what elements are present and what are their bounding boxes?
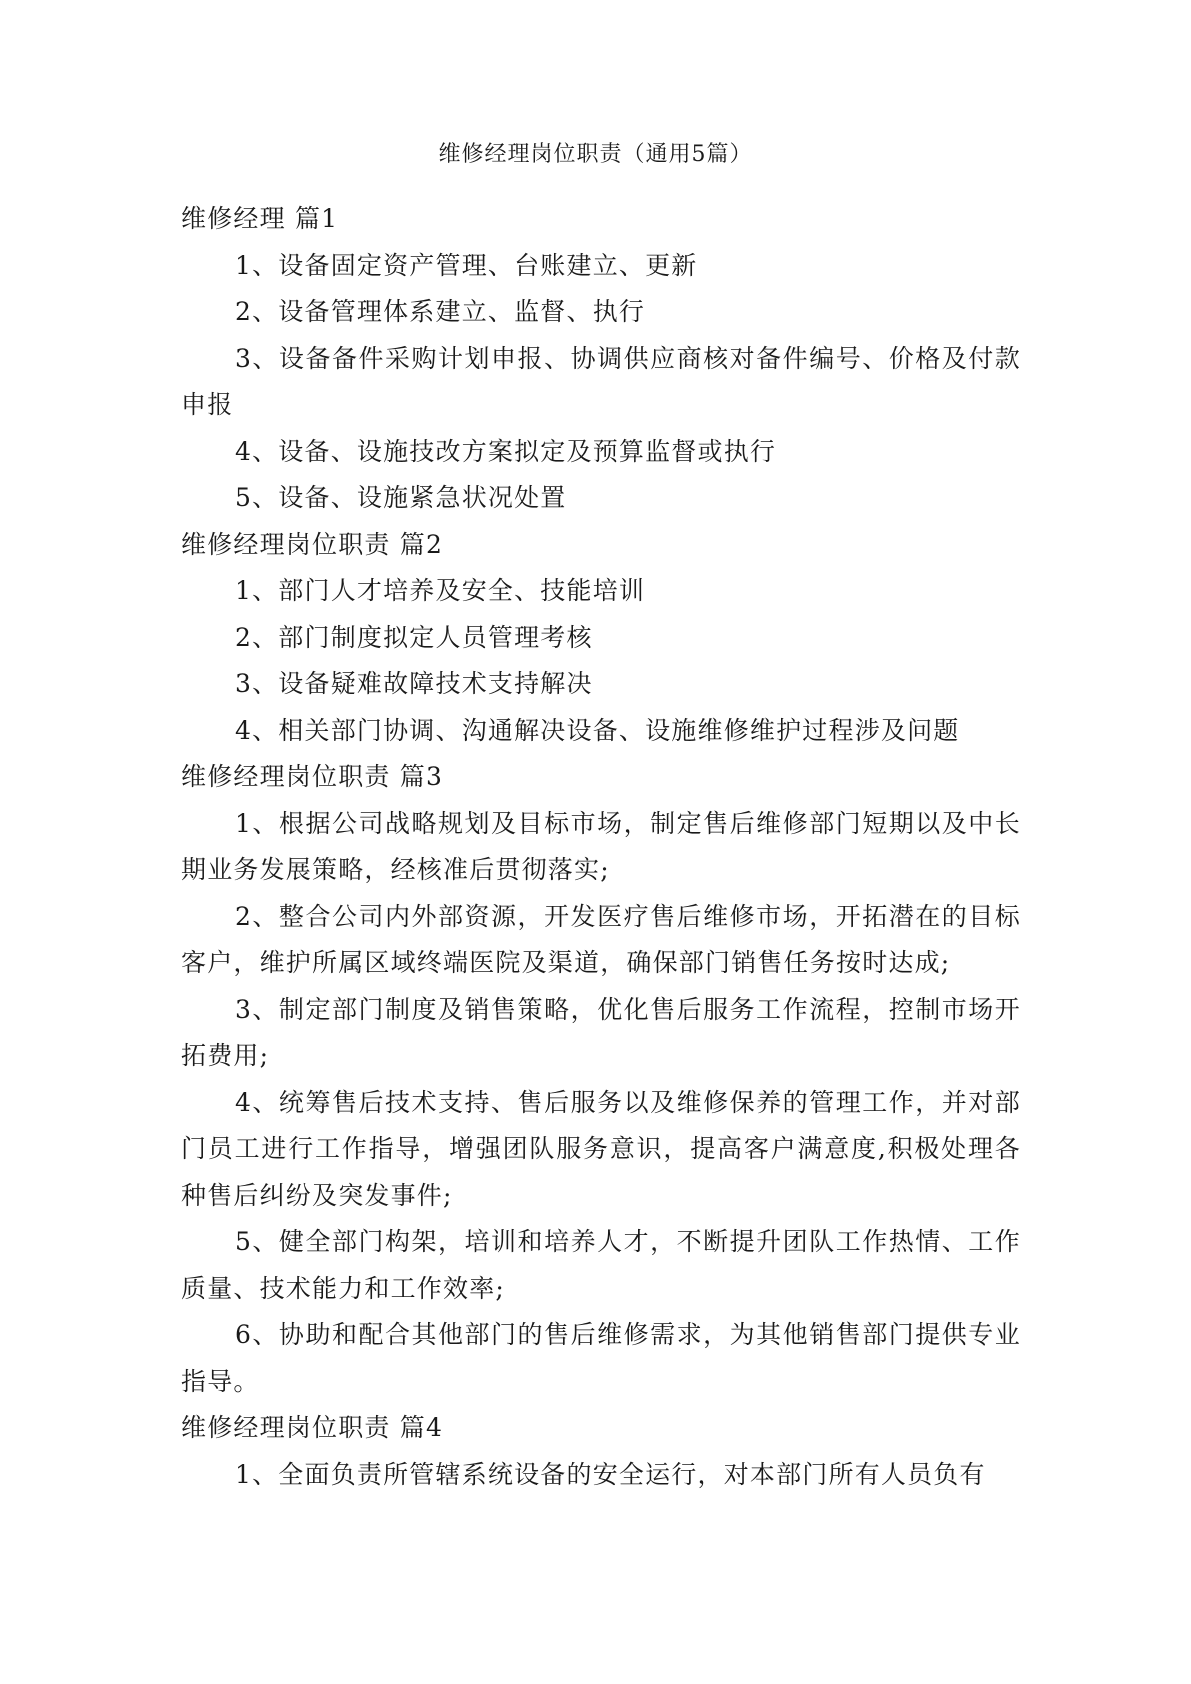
list-item: 3、制定部门制度及销售策略，优化售后服务工作流程，控制市场开拓费用; — [181, 994, 1021, 1070]
section-3 — [181, 754, 1021, 1405]
section-heading: 维修经理 篇1 — [181, 204, 339, 233]
document-title: 维修经理岗位职责（通用5篇） — [438, 142, 753, 167]
list-item: 5、健全部门构架，培训和培养人才，不断提升团队工作热情、工作质量、技术能力和工作效率; — [181, 1227, 1021, 1303]
document-body — [181, 196, 1021, 1498]
list-item: 2、部门制度拟定人员管理考核 — [235, 622, 593, 652]
list-item: 3、设备备件采购计划申报、协调供应商核对备件编号、价格及付款申报 — [181, 343, 1021, 419]
list-item: 4、设备、设施技改方案拟定及预算监督或执行 — [235, 436, 777, 466]
list-item: 1、设备固定资产管理、台账建立、更新 — [235, 250, 698, 280]
list-item: 1、全面负责所管辖系统设备的安全运行，对本部门所有人员负有 — [235, 1459, 986, 1489]
section-2 — [181, 522, 1021, 755]
section-4 — [181, 1405, 1021, 1498]
list-item: 3、设备疑难故障技术支持解决 — [235, 669, 593, 698]
list-item: 5、设备、设施紧急状况处置 — [235, 483, 567, 512]
list-item: 2、整合公司内外部资源，开发医疗售后维修市场，开拓潜在的目标客户，维护所属区域终端医院及渠道，确保部门销售任务按时达成; — [181, 901, 1021, 977]
section-heading: 维修经理岗位职责 篇4 — [181, 1413, 444, 1442]
section-heading: 维修经理岗位职责 篇3 — [181, 762, 444, 791]
list-item: 4、相关部门协调、沟通解决设备、设施维修维护过程涉及问题 — [235, 715, 960, 745]
list-item: 1、根据公司战略规划及目标市场，制定售后维修部门短期以及中长期业务发展策略，经核准后贯彻落实; — [181, 808, 1021, 884]
section-1 — [181, 196, 1021, 522]
section-heading: 维修经理岗位职责 篇2 — [181, 529, 444, 559]
list-item: 1、部门人才培养及安全、技能培训 — [235, 576, 646, 605]
list-item: 6、协助和配合其他部门的售后维修需求，为其他销售部门提供专业指导。 — [181, 1320, 1021, 1396]
list-item: 4、统筹售后技术支持、售后服务以及维修保养的管理工作，并对部门员工进行工作指导，增强团队服务意识，提高客户满意度,积极处理各种售后纠纷及突发事件; — [181, 1087, 1021, 1210]
list-item: 2、设备管理体系建立、监督、执行 — [235, 297, 646, 326]
